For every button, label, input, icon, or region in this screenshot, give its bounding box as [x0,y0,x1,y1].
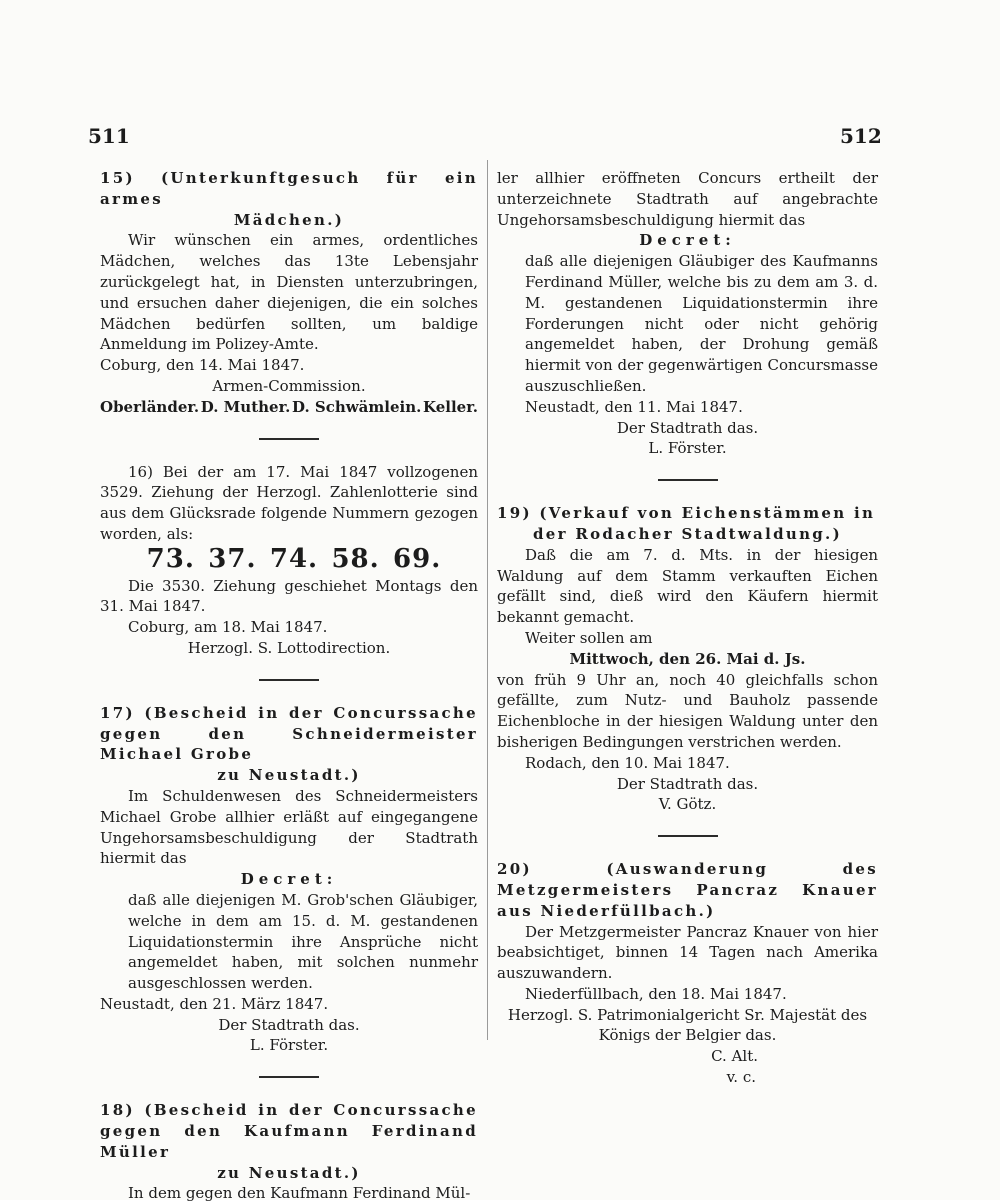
entry-20-authority: Herzogl. S. Patrimonialgericht Sr. Majestät des Königs der Belgier das. [507,1005,868,1045]
entry-15-place-date: Coburg, den 14. Mai 1847. [100,356,305,375]
entry-19-place-date: Rodach, den 10. Mai 1847. [525,753,730,772]
entry-19 [497,503,878,815]
entry-16-place-date: Coburg, am 18. Mai 1847. [128,618,328,637]
entry-19-body2: Weiter sollen am [525,628,653,647]
lottery-number: 58. [331,543,380,574]
lottery-numbers [140,543,448,574]
section-rule [658,835,718,837]
entry-16 [100,462,478,659]
section-rule [658,479,718,481]
entry-19-heading-line2: der Rodacher Stadtwaldung.) [533,524,842,543]
page-number-left: 511 [88,124,130,148]
entry-15 [100,168,478,418]
entry-16-authority: Herzogl. S. Lottodirection. [187,638,391,657]
lottery-number: 69. [393,543,442,574]
entry-18-decree-text: daß alle diejenigen Gläubiger des Kaufmanns Ferdinand Müller, welche bis zu dem am 3. d. M. gestandenen Liquidationstermin ihre Forderungen nicht oder nicht gehörig angemeldet haben, der Drohung gemäß hiermit von der gegenwärtigen Concursmasse auszuschließen. [525,252,878,395]
column-divider [487,160,488,1040]
entry-18-body-cont: ler allhier eröffneten Concurs ertheilt der unterzeichnete Stadtrath auf angebrachte Ungehorsamsbeschuldigung hiermit das [497,169,878,229]
entry-17-place-date: Neustadt, den 21. März 1847. [100,994,329,1013]
entry-19-body: Daß die am 7. d. Mts. in der hiesigen Waldung auf dem Stamm verkauften Eichen gefällt sind, dieß wird den Käufern hiermit bekannt gemacht. [497,545,878,627]
entry-17-decret: Decret: [240,870,338,889]
entry-18-heading-line2: zu Neustadt.) [217,1163,361,1182]
entry-18-continued [497,168,878,459]
section-rule [259,438,319,440]
entry-17-signer: L. Förster. [249,1036,329,1055]
signer-name: Oberländer. [100,397,200,416]
lottery-number: 73. [146,543,195,574]
lottery-number: 37. [208,543,257,574]
section-rule [259,1076,319,1078]
entry-19-body3: von früh 9 Uhr an, noch 40 gleichfalls schon gefällte, zum Nutz- und Bauholz passende Eichenbloche in der hiesigen Waldung unter den bisherigen Bedingungen verstrichen werden. [497,670,878,751]
entry-20-signer: C. Alt. [711,1047,758,1066]
entry-15-authority: Armen-Commission. [212,376,366,395]
entry-18-authority: Der Stadtrath das. [616,418,759,437]
entry-19-heading [497,503,878,545]
entry-15-heading-line1: 15) (Unterkunftgesuch für ein armes [100,169,478,208]
entry-17-heading [100,703,478,786]
lottery-number: 74. [269,543,319,574]
entry-19-authority: Der Stadtrath das. [616,774,759,793]
signer-name: Keller. [423,397,478,416]
signer-name: D. Muther. [200,397,291,416]
entry-15-body: Wir wünschen ein armes, ordentliches Mädchen, welches das 13te Lebensjahr zurückgelegt hat, in Diensten unterzubringen, und ersuchen daher diejenigen, die ein solches Mädchen bedürfen sollten, um baldige Anmeldung im Polizey-Amte. [100,231,478,354]
entry-17-authority: Der Stadtrath das. [218,1015,360,1034]
entry-18-decret: Decret: [639,231,736,250]
entry-18-signer: L. Förster. [648,439,727,458]
entry-20-heading: 20) (Auswanderung des Metzgermeisters Pancraz Knauer aus Niederfüllbach.) [497,860,878,920]
entry-17-heading-line1: 17) (Bescheid in der Concurssache gegen den Schneidermeister Michael Grobe [100,703,478,764]
entry-19-heading-line1: 19) (Verkauf von Eichenstämmen in [497,504,876,523]
left-column [100,168,478,1204]
entry-15-heading [100,168,478,230]
entry-16-body: 16) Bei der am 17. Mai 1847 vollzogenen 3529. Ziehung der Herzogl. Zahlenlotterie sind aus dem Glücksrade folgende Nummern gezogen worden, als: [100,462,478,543]
entry-17-body: Im Schuldenwesen des Schneidermeisters Michael Grobe allhier erläßt auf eingegangene Ungehorsamsbeschuldigung der Stadtrath hiermit das [100,786,478,868]
entry-16-next-draw: Die 3530. Ziehung geschiehet Montags den 31. Mai 1847. [100,576,478,616]
entry-18-body-start: In dem gegen den Kaufmann Ferdinand Mül- [128,1184,471,1203]
entry-18-heading-line1: 18) (Bescheid in der Concurssache gegen den Kaufmann Ferdinand Müller [100,1101,478,1161]
entry-20-body: Der Metzgermeister Pancraz Knauer von hier beabsichtiget, binnen 14 Tagen nach Amerika auszuwandern. [497,922,878,983]
entry-19-date-line: Mittwoch, den 26. Mai d. Js. [569,649,806,668]
right-column [497,168,878,1088]
section-rule [259,679,319,681]
entry-15-heading-line2: Mädchen.) [233,210,345,229]
entry-17 [100,703,478,1057]
entry-18-heading [100,1100,478,1183]
entry-15-signers [100,397,478,418]
entry-18-place-date: Neustadt, den 11. Mai 1847. [525,397,743,416]
signer-name: D. Schwämlein. [291,397,422,416]
entry-20 [497,859,878,1088]
entry-17-heading-line2: zu Neustadt.) [217,766,361,785]
page-number-right: 512 [840,124,882,148]
entry-18 [100,1100,478,1204]
entry-17-decree-text: daß alle diejenigen M. Grob'schen Gläubiger, welche in dem am 15. d. M. gestandenen Liquidationstermin ihre Ansprüche nicht angemeldet haben, mit solchen nunmehr ausgeschlossen werden. [128,890,478,993]
entry-19-signer: V. Götz. [658,795,717,814]
entry-20-signer-note: v. c. [726,1068,756,1087]
entry-20-place-date: Niederfüllbach, den 18. Mai 1847. [525,984,787,1003]
